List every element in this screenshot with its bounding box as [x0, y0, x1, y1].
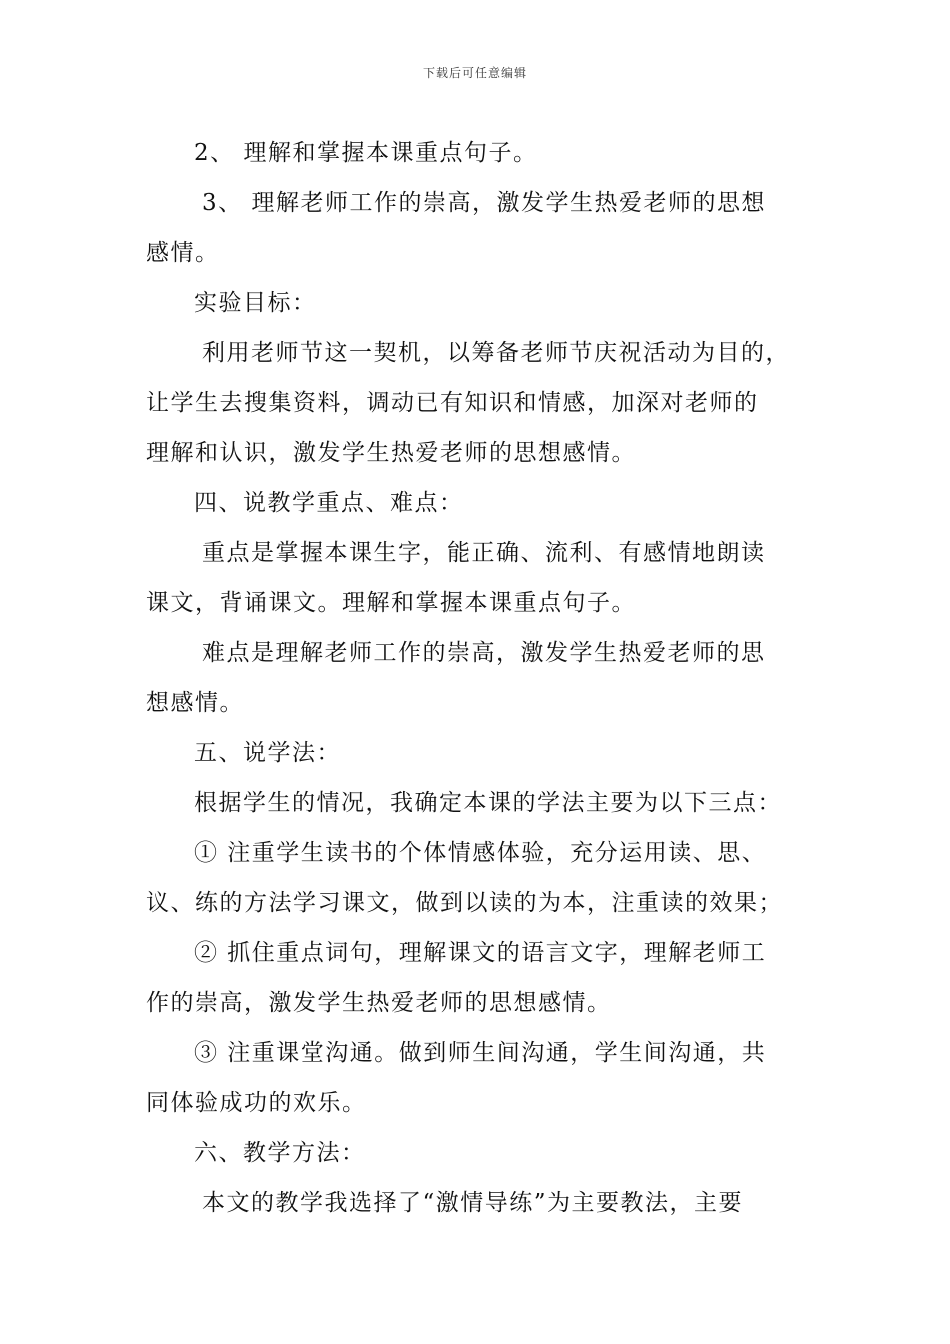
paragraph-line: 重点是掌握本课生字，能正确、流利、有感情地朗读 — [202, 540, 766, 566]
paragraph-line: 根据学生的情况，我确定本课的学法主要为以下三点： — [194, 790, 782, 816]
paragraph-line: 课文，背诵课文。理解和掌握本课重点句子。 — [146, 590, 636, 616]
paragraph-line: 理解和认识，激发学生热爱老师的思想感情。 — [146, 440, 636, 466]
page-header: 下载后可任意编辑 — [422, 66, 527, 80]
list-item-circled-2: ② 抓住重点词句，理解课文的语言文字，理解老师工 — [194, 940, 767, 966]
document-body — [146, 128, 814, 1228]
list-item-3: 3、 理解老师工作的崇高，激发学生热爱老师的思想 — [202, 190, 766, 216]
list-item-2: 2、 理解和掌握本课重点句子。 — [194, 140, 538, 166]
section-heading-key-points: 四、说教学重点、难点： — [194, 490, 464, 516]
paragraph-line: 同体验成功的欢乐。 — [146, 1090, 367, 1116]
list-item-circled-1: ① 注重学生读书的个体情感体验，充分运用读、思、 — [194, 840, 767, 866]
paragraph-line: 作的崇高，激发学生热爱老师的思想感情。 — [146, 990, 612, 1016]
section-heading-learning-methods: 五、说学法： — [194, 740, 341, 766]
paragraph-line: 想感情。 — [146, 690, 244, 716]
section-heading-teaching-methods: 六、教学方法： — [194, 1140, 366, 1166]
paragraph-line: 本文的教学我选择了“激情导练”为主要教法，主要 — [202, 1190, 744, 1216]
paragraph-line: 让学生去搜集资料，调动已有知识和情感，加深对老师的 — [146, 390, 759, 416]
section-heading-experiment-goals: 实验目标： — [194, 290, 317, 316]
list-item-circled-3: ③ 注重课堂沟通。做到师生间沟通，学生间沟通，共 — [194, 1040, 767, 1066]
paragraph-line: 议、练的方法学习课文，做到以读的为本，注重读的效果； — [146, 890, 783, 916]
paragraph-line: 感情。 — [146, 240, 220, 266]
paragraph-line: 难点是理解老师工作的崇高，激发学生热爱老师的思 — [202, 640, 766, 666]
paragraph-line: 利用老师节这一契机，以筹备老师节庆祝活动为目的， — [202, 340, 790, 366]
